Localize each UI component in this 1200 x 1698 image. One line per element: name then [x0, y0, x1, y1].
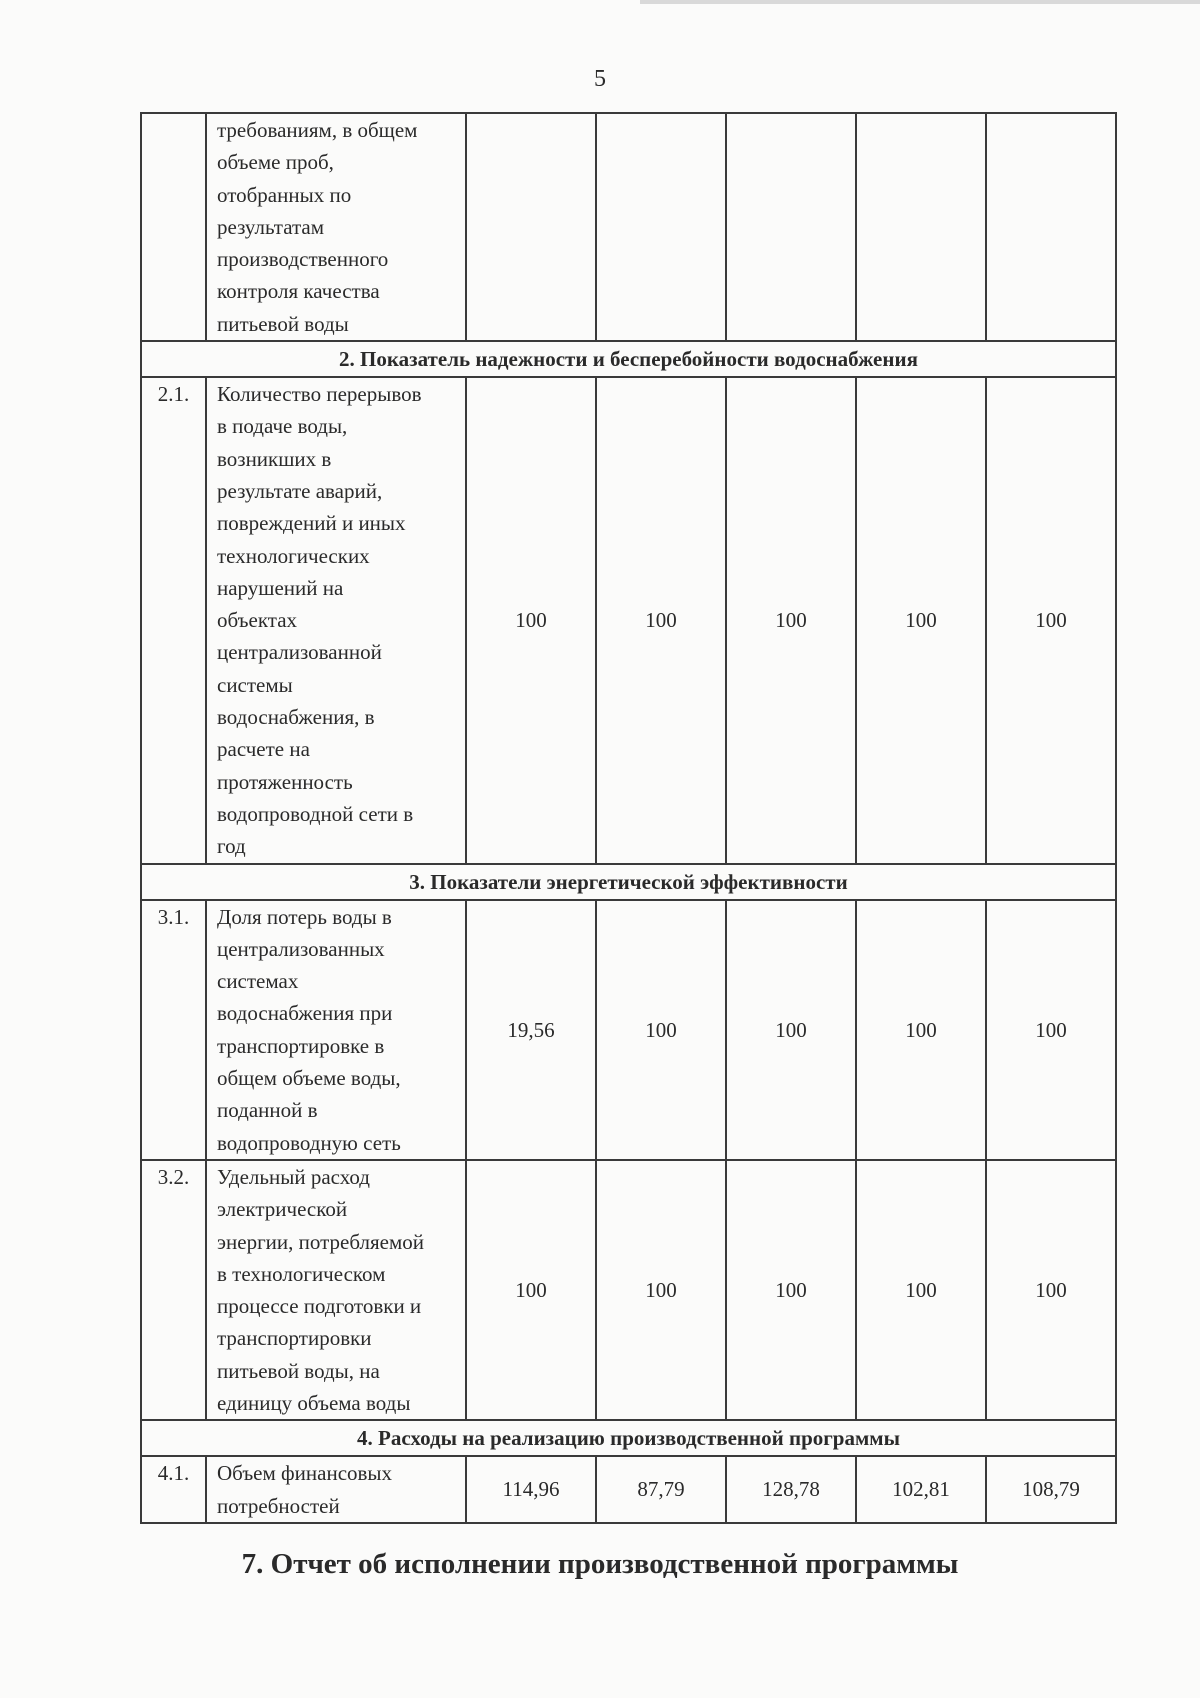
description-line: водопроводной сети в [217, 801, 414, 826]
description-line: результатам [217, 214, 325, 239]
value-cell [466, 113, 596, 341]
description-line: год [217, 834, 246, 859]
description-line: в подаче воды, [217, 414, 348, 439]
description-line: энергии, потребляемой [217, 1229, 425, 1254]
section-heading: 7. Отчет об исполнении производственной программы [241, 1548, 959, 1580]
value-cell: 100 [596, 377, 726, 863]
description-line: поданной в [217, 1098, 318, 1123]
description-line: объектах [217, 608, 298, 633]
page-number: 5 [594, 66, 606, 92]
indicator-description [206, 900, 466, 1160]
description-line: транспортировке в [217, 1033, 385, 1058]
row-number [141, 113, 206, 341]
description-line: централизованной [217, 640, 382, 665]
value-cell: 100 [596, 900, 726, 1160]
row-number: 3.1. [141, 900, 206, 1160]
value-cell: 100 [596, 1160, 726, 1420]
row-number: 2.1. [141, 377, 206, 863]
section-header: 3. Показатели энергетической эффективности [141, 864, 1116, 900]
value-cell: 100 [856, 900, 986, 1160]
table-row [141, 900, 1116, 1160]
indicator-description [206, 1456, 466, 1523]
description-line: расчете на [217, 737, 310, 762]
description-line: контроля качества [217, 279, 380, 304]
value-cell: 114,96 [466, 1456, 596, 1523]
value-cell: 100 [856, 377, 986, 863]
value-cell: 100 [466, 1160, 596, 1420]
value-cell [986, 113, 1116, 341]
value-cell: 100 [986, 1160, 1116, 1420]
description-line: общем объеме воды, [217, 1066, 401, 1091]
value-cell: 100 [726, 900, 856, 1160]
section-header: 4. Расходы на реализацию производственной программы [141, 1420, 1116, 1456]
description-line: электрической [217, 1197, 348, 1222]
description-line: единицу объема воды [217, 1390, 411, 1415]
table-row [141, 113, 1116, 341]
description-line: потребностей [217, 1493, 340, 1518]
value-cell [856, 113, 986, 341]
description-line: протяженность [217, 769, 353, 794]
value-cell [596, 113, 726, 341]
indicator-description [206, 1160, 466, 1420]
table-row [141, 377, 1116, 863]
description-line: объеме проб, [217, 150, 334, 175]
indicators-table [140, 112, 1117, 1524]
value-cell: 100 [726, 1160, 856, 1420]
description-line: Количество перерывов [217, 382, 422, 407]
section-header-row [141, 864, 1116, 900]
description-line: питьевой воды, на [217, 1358, 380, 1383]
indicator-description [206, 377, 466, 863]
description-line: системы [217, 672, 293, 697]
description-line: отобранных по [217, 182, 352, 207]
description-line: водоснабжения при [217, 1001, 393, 1026]
description-line: Объем финансовых [217, 1461, 393, 1486]
description-line: возникших в [217, 446, 332, 471]
value-cell: 87,79 [596, 1456, 726, 1523]
description-line: водопроводную сеть [217, 1130, 401, 1155]
value-cell: 100 [726, 377, 856, 863]
value-cell: 100 [856, 1160, 986, 1420]
value-cell: 128,78 [726, 1456, 856, 1523]
description-line: Доля потерь воды в [217, 904, 392, 929]
scan-edge-rule [640, 0, 1200, 4]
description-line: технологических [217, 543, 370, 568]
description-line: повреждений и иных [217, 511, 406, 536]
value-cell: 100 [986, 900, 1116, 1160]
description-line: процессе подготовки и [217, 1294, 422, 1319]
value-cell: 100 [986, 377, 1116, 863]
description-line: транспортировки [217, 1326, 372, 1351]
description-line: Удельный расход [217, 1164, 370, 1189]
value-cell: 100 [466, 377, 596, 863]
description-line: результате аварий, [217, 478, 383, 503]
table-row [141, 1160, 1116, 1420]
table-row [141, 1456, 1116, 1523]
description-line: производственного [217, 247, 389, 272]
description-line: водоснабжения, в [217, 705, 375, 730]
description-line: питьевой воды [217, 311, 349, 336]
description-line: нарушений на [217, 575, 344, 600]
value-cell [726, 113, 856, 341]
value-cell: 108,79 [986, 1456, 1116, 1523]
description-line: требованиям, в общем [217, 118, 418, 142]
section-header: 2. Показатель надежности и бесперебойности водоснабжения [141, 341, 1116, 377]
value-cell: 19,56 [466, 900, 596, 1160]
value-cell: 102,81 [856, 1456, 986, 1523]
row-number: 3.2. [141, 1160, 206, 1420]
section-header-row [141, 1420, 1116, 1456]
description-line: системах [217, 969, 299, 994]
description-line: в технологическом [217, 1261, 386, 1286]
indicator-description [206, 113, 466, 341]
description-line: централизованных [217, 936, 385, 961]
row-number: 4.1. [141, 1456, 206, 1523]
section-header-row [141, 341, 1116, 377]
